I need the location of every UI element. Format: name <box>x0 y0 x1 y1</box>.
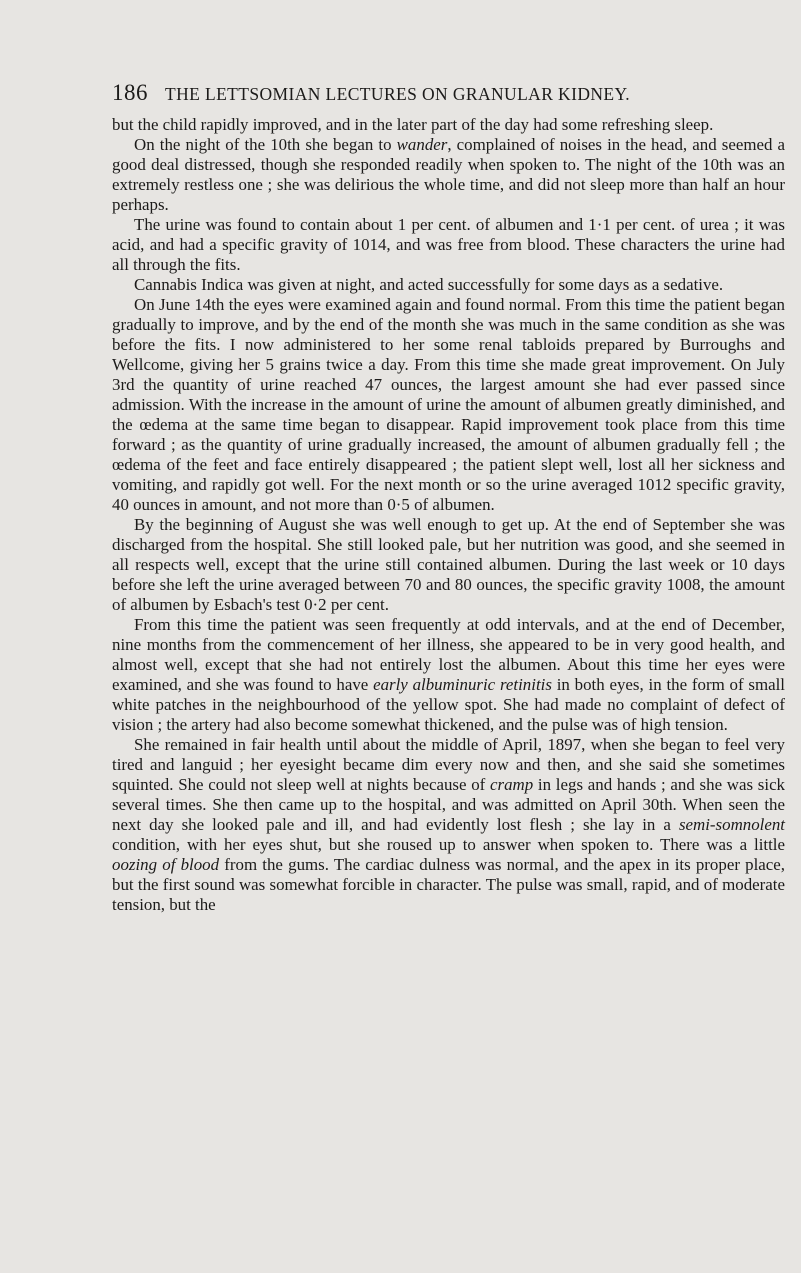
running-title: THE LETTSOMIAN LECTURES ON GRANULAR KIDNEY. <box>165 84 631 104</box>
paragraph: The urine was found to contain about 1 per cent. of albumen and 1·1 per cent. of urea ; it was acid, and had a specific gravity of 1014, and was free from blood. These characters the urine had all through the fits. <box>112 215 785 274</box>
italic-phrase: cramp <box>490 775 534 794</box>
paragraph: By the beginning of August she was well enough to get up. At the end of September she was discharged from the hospital. She still looked pale, but her nutrition was good, and she seemed in all respects well, except that the urine still contained albumen. During the last week or 10 days before she left the urine averaged between 70 and 80 ounces, the specific gravity 1008, the amount of albumen by Esbach's test 0·2 per cent. <box>112 515 785 614</box>
italic-phrase: early albuminuric retinitis <box>373 675 552 694</box>
paragraph: On the night of the 10th she began to wander, complained of noises in the head, and seemed a good deal distressed, though she responded readily when spoken to. The night of the 10th was an extremely restless one ; she was delirious the whole time, and did not sleep more than half an hour perhaps. <box>112 135 785 214</box>
body-text <box>112 115 785 915</box>
paragraph: From this time the patient was seen frequently at odd intervals, and at the end of December, nine months from the commencement of her illness, she appeared to be in very good health, and almost well, except that she had not entirely lost the albumen. About this time her eyes were examined, and she was found to have early albuminuric retinitis in both eyes, in the form of small white patches in the neighbourhood of the yellow spot. She had made no complaint of defect of vision ; the artery had also become somewhat thickened, and the pulse was of high tension. <box>112 615 785 734</box>
page-number: 186 <box>112 80 148 105</box>
paragraph: but the child rapidly improved, and in the later part of the day had some refreshing sleep. <box>112 115 714 134</box>
italic-phrase: oozing of blood <box>112 855 220 874</box>
italic-phrase: wander <box>396 135 448 154</box>
page-header <box>112 80 752 108</box>
paragraph: She remained in fair health until about the middle of April, 1897, when she began to feel very tired and languid ; her eyesight became dim every now and then, and she said she sometimes squinted. She could not sleep well at nights because of cramp in legs and hands ; and she was sick several times. She then came up to the hospital, and was admitted on April 30th. When seen the next day she looked pale and ill, and had evidently lost flesh ; she lay in a semi-somnolent condition, with her eyes shut, but she roused up to answer when spoken to. There was a little oozing of blood from the gums. The cardiac dulness was normal, and the apex in its proper place, but the first sound was somewhat forcible in character. The pulse was small, rapid, and of moderate tension, but the <box>112 735 786 914</box>
italic-phrase: semi-somnolent <box>678 815 785 834</box>
paragraph: On June 14th the eyes were examined again and found normal. From this time the patient began gradually to improve, and by the end of the month she was much in the same condition as she was before the fits. I now administered to her some renal tabloids prepared by Burroughs and Wellcome, giving her 5 grains twice a day. From this time she made great improvement. On July 3rd the quantity of urine reached 47 ounces, the largest amount she had ever passed since admission. With the increase in the amount of urine the amount of albumen greatly diminished, and the œdema at the same time began to disappear. Rapid improvement took place from this time forward ; as the quantity of urine gradually increased, the amount of albumen gradually fell ; the œdema of the feet and face entirely disappeared ; the patient slept well, lost all her sickness and vomiting, and rapidly got well. For the next month or so the urine averaged 1012 specific gravity, 40 ounces in amount, and not more than 0·5 of albumen. <box>112 295 785 514</box>
paragraph: Cannabis Indica was given at night, and acted successfully for some days as a sedative. <box>134 275 724 294</box>
